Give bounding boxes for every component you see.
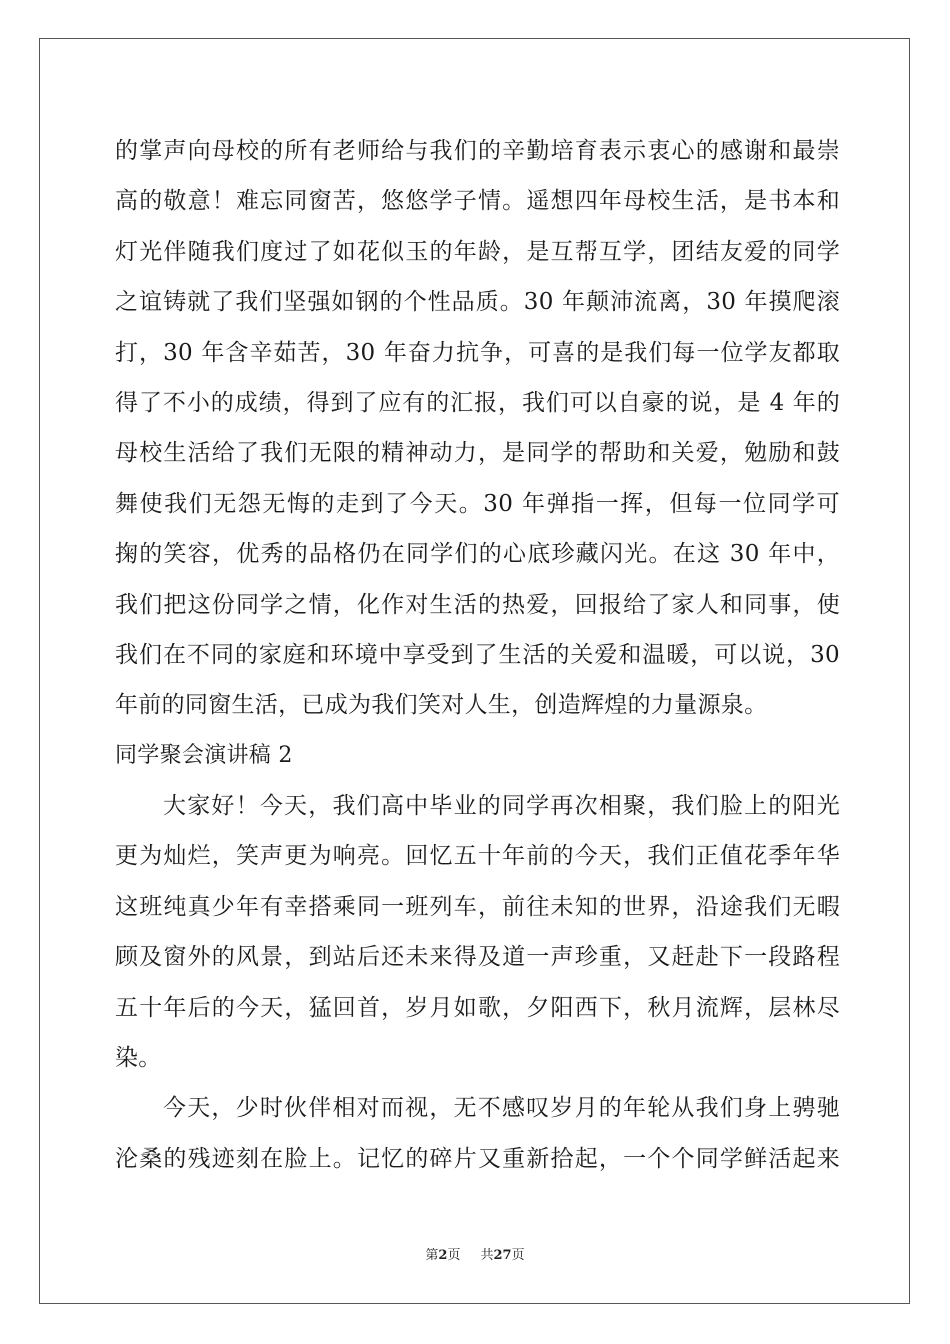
paragraph-line: 我们把这份同学之情，化作对生活的热爱，回报给了家人和同事，使 <box>115 591 840 618</box>
paragraph-line: 更为灿烂，笑声更为响亮。回忆五十年前的今天，我们正值花季年华 <box>115 843 840 870</box>
total-suffix: 页 <box>511 1248 525 1263</box>
document-body <box>115 126 840 1184</box>
paragraph-line: 今天，少时伙伴相对而视，无不感叹岁月的年轮从我们身上骋驰 <box>163 1095 840 1122</box>
paragraph-line: 灯光伴随我们度过了如花似玉的年龄，是互帮互学，团结友爱的同学 <box>115 238 840 265</box>
total-pages: 27 <box>493 1248 512 1263</box>
page-footer <box>0 1248 950 1264</box>
section-heading: 同学聚会演讲稿 2 <box>115 742 293 768</box>
paragraph-line: 的掌声向母校的所有老师给与我们的辛勤培育表示衷心的感谢和最崇 <box>115 138 840 164</box>
paragraph-line: 五十年后的今天，猛回首，岁月如歌，夕阳西下，秋月流辉，层林尽 <box>115 994 840 1021</box>
page-suffix: 页 <box>447 1248 461 1263</box>
paragraph-line: 之谊铸就了我们坚强如钢的个性品质。30 年颠沛流离，30 年摸爬滚 <box>115 289 840 316</box>
paragraph-line: 得了不小的成绩，得到了应有的汇报，我们可以自豪的说，是 4 年的 <box>115 389 840 416</box>
page-number: 2 <box>438 1248 448 1263</box>
paragraph-line: 大家好！今天，我们高中毕业的同学再次相聚，我们脸上的阳光 <box>163 793 840 820</box>
paragraph-line: 染。 <box>115 1045 162 1072</box>
paragraph-line: 顾及窗外的风景，到站后还未来得及道一声珍重，又赶赴下一段路程 <box>115 944 840 971</box>
paragraph-line: 打，30 年含辛茹苦，30 年奋力抗争，可喜的是我们每一位学友都取 <box>115 339 840 366</box>
page-prefix: 第 <box>425 1248 439 1263</box>
paragraph-line: 母校生活给了我们无限的精神动力，是同学的帮助和关爱，勉励和鼓 <box>115 440 840 467</box>
paragraph-line: 舞使我们无怨无悔的走到了今天。30 年弹指一挥，但每一位同学可 <box>115 490 840 517</box>
paragraph-line: 高的敬意！难忘同窗苦，悠悠学子情。遥想四年母校生活，是书本和 <box>115 188 840 215</box>
paragraph-line: 这班纯真少年有幸搭乘同一班列车，前往未知的世界，沿途我们无暇 <box>115 893 840 920</box>
paragraph-line: 我们在不同的家庭和环境中享受到了生活的关爱和温暖，可以说，30 <box>115 641 840 668</box>
paragraph-line: 掬的笑容，优秀的品格仍在同学们的心底珍藏闪光。在这 30 年中， <box>115 541 840 568</box>
paragraph-line: 沦桑的残迹刻在脸上。记忆的碎片又重新拾起，一个个同学鲜活起来 <box>115 1145 840 1172</box>
total-prefix: 共 <box>480 1248 494 1263</box>
paragraph-line: 年前的同窗生活，已成为我们笑对人生，创造辉煌的力量源泉。 <box>115 692 768 719</box>
